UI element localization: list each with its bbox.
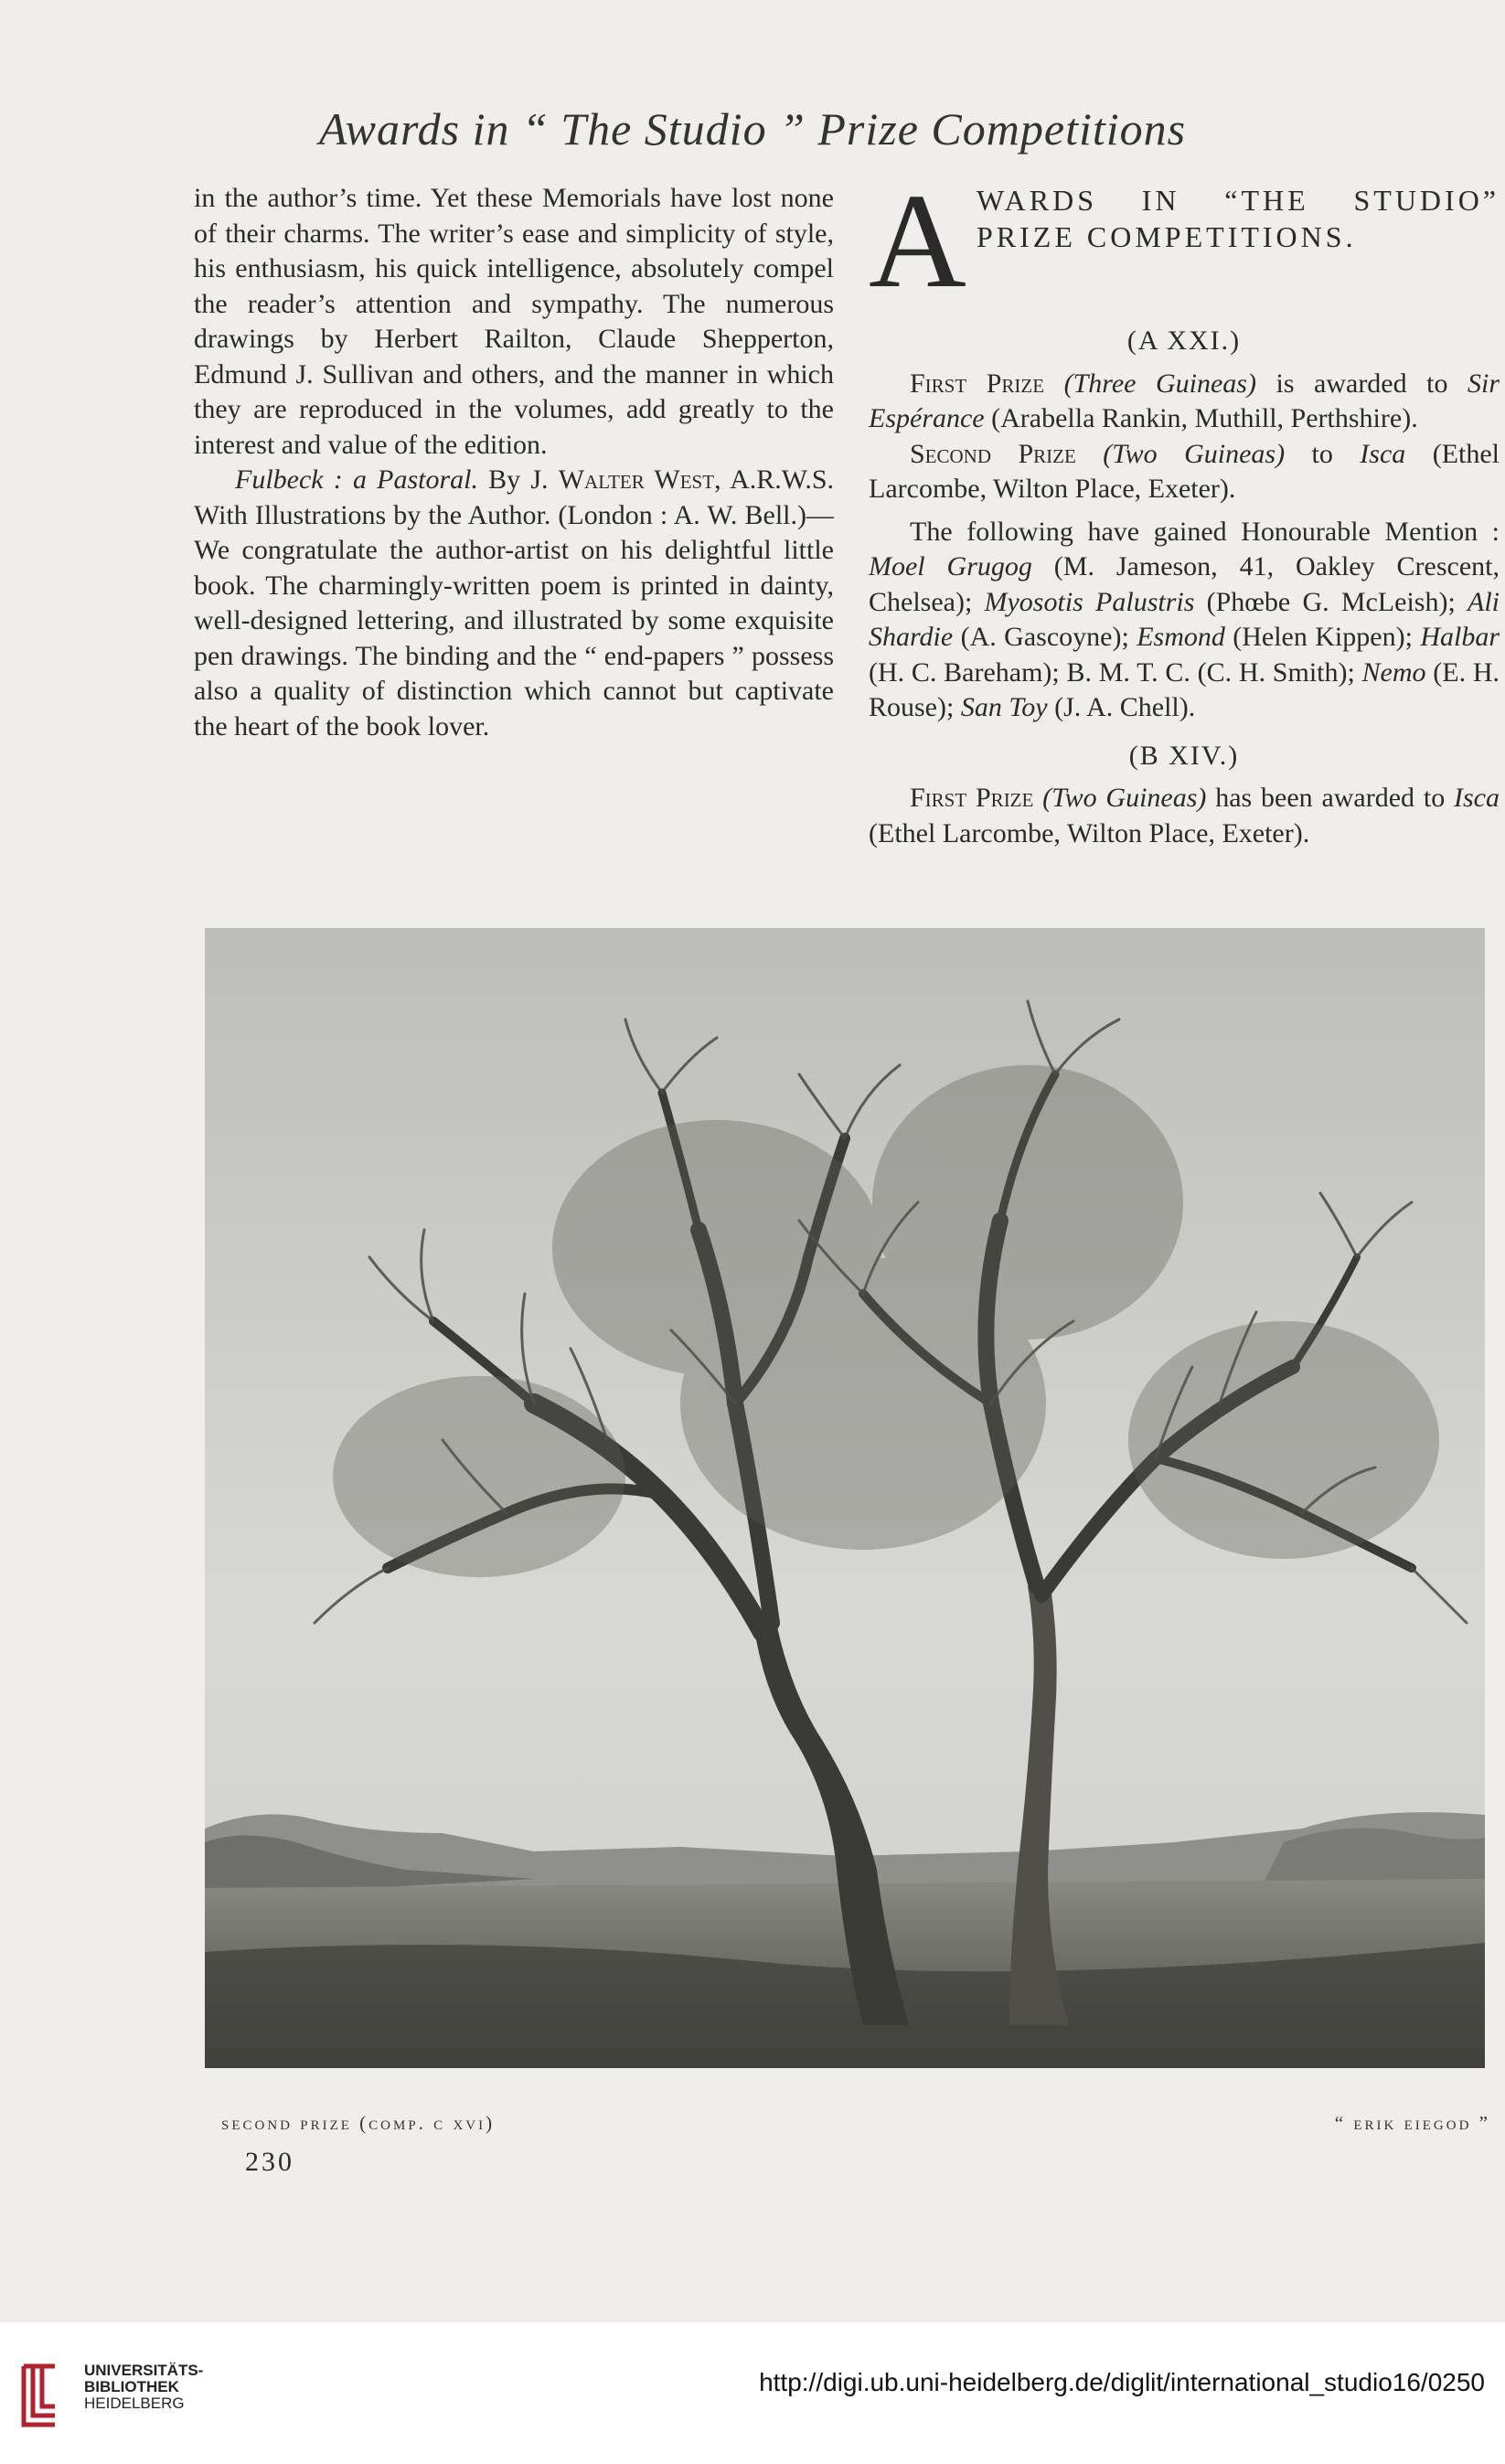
byline-text: By J. (477, 464, 559, 495)
library-name-line: UNIVERSITÄTS- (84, 2362, 204, 2379)
prize-amount: (Two Guineas) (1042, 783, 1207, 813)
prize-amount: (Three Guineas) (1063, 368, 1256, 399)
right-column (869, 166, 1500, 851)
mention-intro: The following have gained Honourable Mention : (910, 516, 1500, 547)
entrant: (H. C. Bareham); B. M. T. C. (C. H. Smith); (869, 656, 1362, 688)
paragraph-fulbeck-review (194, 463, 834, 744)
headline-line-1: WARDS IN “THE STUDIO” (977, 184, 1500, 217)
pseudonym: Moel Grugog (869, 551, 1032, 581)
review-body: , A.R.W.S. With Illustrations by the Author. (London : A. W. Bell.)—We congratulate the author-artist on his delightful little book. The charmingly-written poem is printed in dainty, well-designed lettering, and illustrated by some exquisite pen drawings. The binding and the “ end-papers ” possess also a quality of distinction which cannot but captivate the heart of the book lover. (194, 464, 835, 741)
page-number: 230 (245, 2147, 294, 2177)
winner-name: (Ethel Larcombe, Wilton Place, Exeter). (869, 438, 1500, 504)
running-head: Awards in “ The Studio ” Prize Competitions (318, 103, 1187, 155)
library-logo-icon (18, 2357, 91, 2430)
entrant: (E. H. Rouse); (869, 656, 1500, 722)
section-headline (869, 166, 1500, 318)
left-column (194, 181, 834, 744)
honourable-mentions (869, 515, 1500, 726)
entrant: (Phœbe G. McLeish); (1194, 586, 1468, 617)
winner-name: (Ethel Larcombe, Wilton Place, Exeter). (869, 817, 1310, 848)
pseudonym: Sir Espérance (869, 368, 1500, 433)
drop-cap: A (869, 166, 966, 316)
tree-illustration (205, 928, 1485, 2068)
library-name-line: HEIDELBERG (84, 2395, 185, 2412)
b-first-prize-entry (869, 781, 1500, 851)
pseudonym: Myosotis Palustris (984, 586, 1195, 617)
pseudonym: Nemo (1361, 656, 1426, 688)
headline-line-2: PRIZE COMPETITIONS. (977, 220, 1357, 253)
tree-photograph (205, 928, 1485, 2068)
caption-prize: second prize (comp. c xvi) (221, 2112, 496, 2134)
competition-code-b: (B XIV.) (1128, 740, 1240, 771)
entrant: (M. Jameson, 41, Oakley Crescent, Chelsea); (869, 551, 1500, 617)
pseudonym: Isca (1454, 783, 1500, 813)
entrant: (Helen Kippen); (1224, 622, 1421, 652)
pseudonym: Halbar (1420, 622, 1500, 652)
first-prize-entry (869, 367, 1500, 437)
entrant: (J. A. Chell). (1047, 692, 1196, 722)
prize-text: has been awarded to (1206, 783, 1455, 813)
second-prize-entry (869, 437, 1500, 507)
library-name-line: BIBLIOTHEK (84, 2378, 179, 2395)
library-name (84, 2363, 203, 2412)
source-url-link[interactable]: http://digi.ub.uni-heidelberg.de/diglit/international_studio16/0250 (759, 2368, 1485, 2396)
caption-pseudonym: “ erik eiegod ” (1334, 2112, 1490, 2134)
prize-label: First Prize (910, 783, 1034, 813)
pseudonym: San Toy (960, 692, 1048, 722)
winner-name: (Arabella Rankin, Muthill, Perthshire). (984, 403, 1418, 433)
competition-code-a: (A XXI.) (1126, 325, 1242, 356)
pseudonym: Esmond (1137, 622, 1225, 652)
prize-label: First Prize (910, 368, 1045, 399)
prize-label: Second Prize (910, 438, 1076, 469)
book-title: Fulbeck : a Pastoral. (235, 464, 478, 495)
pseudonym: Isca (1360, 438, 1406, 469)
entrant: (A. Gascoyne); (953, 622, 1137, 652)
pseudonym: Ali Shardie (869, 586, 1500, 652)
prize-text: is awarded to (1255, 368, 1468, 399)
prize-text: to (1285, 438, 1361, 469)
paragraph-memorials-review: in the author’s time. Yet these Memorials have lost none of their charms. The writer’s ease and simplicity of style, his enthusiasm, his quick intelligence, absolutely compel the reader’s attention and sympathy. The numerous drawings by Herbert Railton, Claude Shepperton, Edmund J. Sullivan and others, and the manner in which they are reproduced in the volumes, add greatly to the interest and value of the edition. (194, 183, 834, 460)
author-name: Walter West (558, 464, 715, 495)
prize-amount: (Two Guineas) (1103, 438, 1286, 469)
